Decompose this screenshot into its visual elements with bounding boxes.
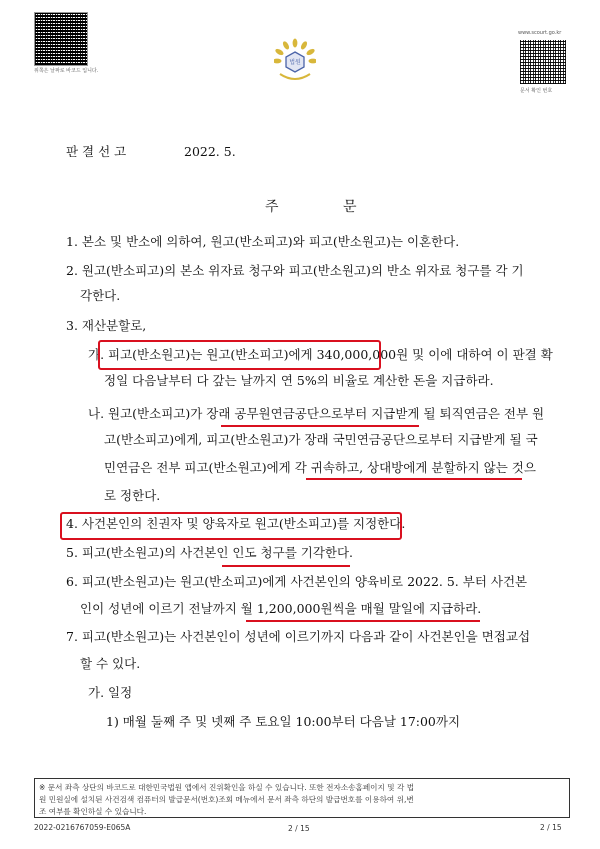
item-3b-line-4: 로 정한다. bbox=[104, 488, 161, 503]
highlight-box-custody bbox=[60, 512, 402, 540]
notice-line-3: 조 여부를 확인하실 수 있습니다. bbox=[39, 807, 147, 816]
item-7-schedule: 1) 매월 둘째 주 및 넷째 주 토요일 10:00부터 다음날 17:00까지 bbox=[106, 714, 461, 729]
qr-caption: 문서 확인 번호 bbox=[520, 88, 553, 94]
page-number-center: 2 / 15 bbox=[288, 824, 310, 833]
item-7-subheading: 가. 일정 bbox=[88, 685, 133, 700]
item-6-line-1: 6. 피고(반소원고)는 원고(반소피고)에게 사건본인의 양육비로 2022. 5. 부터 사건본 bbox=[66, 574, 528, 589]
item-3a-line-2: 정일 다음날부터 다 갚는 날까지 연 5%의 비율로 계산한 돈을 지급하라. bbox=[104, 373, 494, 388]
item-3: 3. 재산분할로, bbox=[66, 318, 147, 333]
barcode-caption: 위쪽은 날짜로 바코드 입니다. bbox=[34, 68, 99, 74]
seal-label: 법원 bbox=[289, 59, 301, 66]
sentencing-date: 2022. 5. bbox=[184, 144, 236, 159]
court-url: www.scourt.go.kr bbox=[518, 30, 562, 36]
highlight-box-payment bbox=[98, 340, 381, 370]
item-1: 1. 본소 및 반소에 의하여, 원고(반소피고)와 피고(반소원고)는 이혼한다. bbox=[66, 234, 460, 249]
item-2-line-2: 각한다. bbox=[80, 288, 121, 303]
underline-child-support bbox=[246, 620, 480, 622]
item-3a-line-1: 가. 피고(반소원고)는 원고(반소피고)에게 340,000,000원 및 이에 대하여 이 판결 확 bbox=[88, 347, 553, 362]
item-4: 4. 사건본인의 친권자 및 양육자로 원고(반소피고)를 지정한다. bbox=[66, 516, 406, 531]
sentencing-label: 판 결 선 고 bbox=[66, 144, 127, 159]
verification-notice bbox=[34, 778, 570, 818]
underline-pension bbox=[221, 425, 419, 427]
item-6-line-2: 인이 성년에 이르기 전날까지 월 1,200,000원씩을 매월 말일에 지급하라. bbox=[80, 601, 482, 616]
item-2-line-1: 2. 원고(반소피고)의 본소 위자료 청구와 피고(반소원고)의 반소 위자료 청구를 각 기 bbox=[66, 263, 524, 278]
qr-code bbox=[520, 40, 566, 84]
court-seal-icon bbox=[274, 38, 316, 84]
notice-line-1: ※ 문서 좌측 상단의 바코드로 대한민국법원 앱에서 진위확인을 하실 수 있습니다. 또한 전자소송홈페이지 및 각 법 bbox=[39, 783, 415, 792]
notice-line-2: 원 민원실에 설치된 사건검색 컴퓨터의 발급문서(번호)조회 메뉴에서 문서 좌측 하단의 발급번호를 이용하여 위,변 bbox=[39, 795, 414, 804]
item-3b-line-2: 고(반소피고)에게, 피고(반소원고)가 장래 국민연금공단으로부터 지급받게 될 국 bbox=[104, 432, 538, 447]
item-5: 5. 피고(반소원고)의 사건본인 인도 청구를 기각한다. bbox=[66, 545, 354, 560]
item-7-line-1: 7. 피고(반소원고)는 사건본인이 성년에 이르기까지 다음과 같이 사건본인을 면접교섭 bbox=[66, 629, 531, 644]
underline-dismissal bbox=[222, 565, 350, 567]
item-7-line-2: 할 수 있다. bbox=[80, 656, 141, 671]
issue-number: 2022-0216767059-E065A bbox=[34, 823, 131, 832]
section-title: 주 문 bbox=[265, 199, 387, 215]
barcode-left bbox=[34, 12, 88, 66]
underline-no-division bbox=[306, 478, 522, 480]
page-number-right: 2 / 15 bbox=[540, 823, 562, 832]
item-3b-line-1: 나. 원고(반소피고)가 장래 공무원연금공단으로부터 지급받게 될 퇴직연금은 전부 원 bbox=[88, 406, 545, 421]
item-3b-line-3: 민연금은 전부 피고(반소원고)에게 각 귀속하고, 상대방에게 분할하지 않는 것으 bbox=[104, 460, 536, 475]
